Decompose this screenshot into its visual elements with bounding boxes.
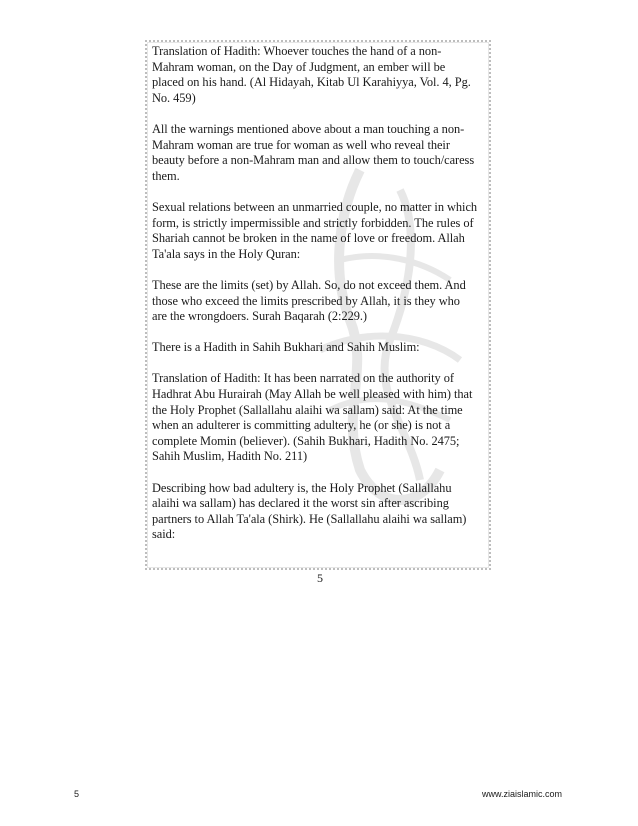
paragraph: Translation of Hadith: It has been narrated on the authority of Hadhrat Abu Hurairah (May Allah be well pleased with him) that the Holy Prophet (Sallallahu alaihi wa sallam) said: At the time when an adulterer is committing adultery, he (or she) is not a complete Momin (believer). (Sahih Bukhari, Hadith No. 2475; Sahih Muslim, Hadith No. 211) [152,371,473,464]
paragraph: All the warnings mentioned above about a man touching a non- Mahram woman are true for woman as well who reveal their beauty before a non-Mahram man and allow them to touch/caress them. [152,121,475,183]
footer-page-number: 5 [74,789,80,799]
paragraph: Describing how bad adultery is, the Holy Prophet (Sallallahu alaihi wa sallam) has declared it the worst sin after ascribing partners to Allah Ta'ala (Shirk). He (Sallallahu alaihi wa sallam) said: [152,480,467,542]
inner-page-number: 5 [317,571,323,585]
paragraph: Sexual relations between an unmarried couple, no matter in which form, is strictly impermissible and strictly forbidden. The rules of Shariah cannot be broken in the name of love or freedom. Allah Ta'ala says in the Holy Quran: [152,199,478,261]
document-text [152,44,488,559]
footer-url[interactable]: www.ziaislamic.com [481,789,562,799]
paragraph: These are the limits (set) by Allah. So, do not exceed them. And those who exceed the limits prescribed by Allah, it is they who are the wrongdoers. Surah Baqarah (2:229.) [152,277,466,324]
paragraph: There is a Hadith in Sahih Bukhari and Sahih Muslim: [152,340,420,355]
paragraph: Translation of Hadith: Whoever touches the hand of a non- Mahram woman, on the Day of Judgment, an ember will be placed on his hand. (Al Hidayah, Kitab Ul Karahiyya, Vol. 4, Pg. No. 459) [152,44,471,105]
